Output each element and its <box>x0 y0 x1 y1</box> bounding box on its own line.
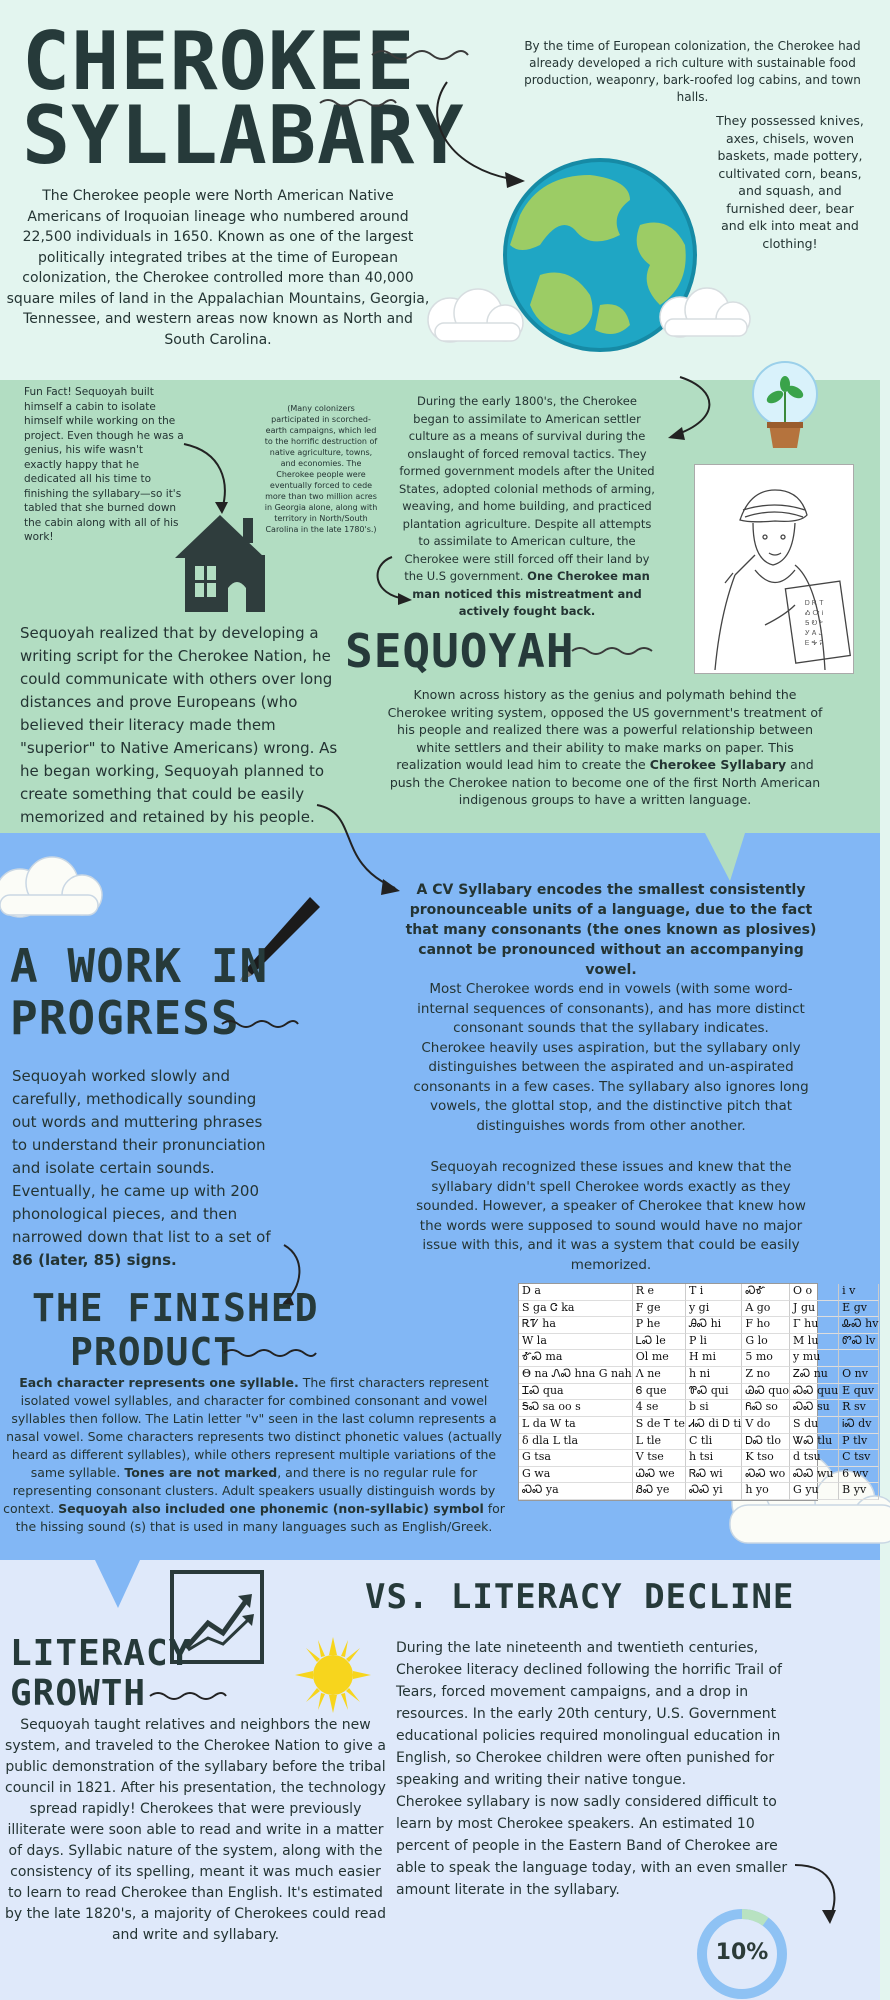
cv-text3: Sequoyah recognized these issues and knew that the syllabary didn't spell Cherokee words exactly as they sounded. However, a speaker of Cherokee that knew how the words were supposed to sound would have no major issue with this, and it was a system that could be easily memorized. <box>416 1159 806 1273</box>
syllabary-cell: ᏇᏍ we <box>633 1467 686 1484</box>
cv-text2: Cherokee heavily uses aspiration, but the syllabary only distinguishes between the aspirated and un-aspirated consonants in a few cases. The syllabary also ignores long vowels, the glottal stop, and the distinctive pitch that distinguishes words from other another. <box>413 1039 809 1134</box>
intro-section <box>0 0 880 380</box>
syllabary-cell: F ge <box>633 1301 686 1318</box>
syllabary-cell: Θ na ᏁᏍ hna G nah <box>519 1367 633 1384</box>
syllabary-cell: y gi <box>686 1301 742 1318</box>
squiggle-decoration <box>570 643 655 658</box>
syllabary-cell: ᎯᏍ hi <box>686 1317 742 1334</box>
finished-bold1: Each character represents one syllable. <box>19 1375 299 1390</box>
syllabary-cell: 4 se <box>633 1400 686 1417</box>
syllabary-cell: ᏈᏍ qui <box>686 1384 742 1401</box>
syllabary-cell: V do <box>742 1417 790 1434</box>
syllabary-cell: ᏔᏍ tlu <box>790 1434 839 1451</box>
syllabary-cell: ᏆᏍ qua <box>519 1384 633 1401</box>
syllabary-cell: W la <box>519 1334 633 1351</box>
intro-text: The Cherokee people were North American Native Americans of Iroquoian lineage who numbered around 22,500 individuals in 1650. Known as one of the largest politically integrated tribes at the time of European colonization, the Cherokee controlled more than 40,000 square miles of land in the Appalachian Mountains, Georgia, Tennessee, and western areas now known as North and South Carolina. <box>6 188 430 348</box>
syllabary-cell: G tsa <box>519 1450 633 1467</box>
sequoyah-title: SEQUOYAH <box>345 624 575 678</box>
syllabary-cell: R sv <box>839 1400 879 1417</box>
syllabary-cell: S ga Ꮳ ka <box>519 1301 633 1318</box>
syllabary-cell: Γ hu <box>790 1317 839 1334</box>
syllabary-cell: ᏗᏍ di Ꭰ ti <box>686 1417 742 1434</box>
work-bold: 86 (later, 85) signs. <box>12 1251 177 1269</box>
finished-bold3: Sequoyah also included one phonemic (non-syllabic) symbol <box>58 1501 484 1516</box>
syllabary-cell: ᎦᏍ sa oo s <box>519 1400 633 1417</box>
arrow-icon <box>182 442 232 517</box>
sun-icon <box>293 1635 373 1715</box>
syllabary-cell: D a <box>519 1284 633 1301</box>
colonization-text: By the time of European colonization, the Cherokee had already developed a rich culture with sustainable food production, weaponry, bark-roofed log cabins, and town halls. <box>524 39 861 104</box>
growth-title-line2: GROWTH <box>10 1673 147 1714</box>
syllabary-cell: ᎥᏍ dv <box>839 1417 879 1434</box>
finished-title-line1: THE FINISHED <box>32 1286 319 1330</box>
syllabary-cell: d tsu <box>790 1450 839 1467</box>
growth-text: Sequoyah taught relatives and neighbors the new system, and traveled to the Cherokee Nation to give a public demonstration of the syllabary before the tribal council in 1821. After his presentation, the technology spread rapidly! Cherokees that were previously illiterate were soon able to read and write in a matter of days. Syllabic nature of the system, along with the consistency of its spelling, meant it was much easier to learn to read Cherokee than English. It's estimated by the late 1820's, a majority of Cherokees could read and write and syllabary. <box>4 1717 386 1943</box>
syllabary-cell: ᏲᏍ so <box>742 1400 790 1417</box>
decline-text <box>396 1637 806 1901</box>
syllabary-cell: P he <box>633 1317 686 1334</box>
squiggle-decoration <box>148 1688 228 1703</box>
percent-label: 10% <box>715 1940 769 1965</box>
finished-body1: The first characters represent isolated vowel syllables, and character for combined consonant and vowel syllables then follow. The Latin letter "v" seen in the last column represents a nasal vowel. Some characters represents two distinct phonetic values (actually heard as different syllables), while others represent multiple variations of the same syllable. <box>6 1375 502 1480</box>
assimilation-bold: One Cherokee man man noticed this mistreatment and actively fought back. <box>412 569 650 618</box>
sequoyah-section <box>0 380 880 833</box>
syllabary-cell: L tle <box>633 1434 686 1451</box>
finished-bold2: Tones are not marked <box>124 1465 278 1480</box>
work-title-line1: A WORK IN <box>10 939 269 993</box>
squiggle-decoration <box>318 95 398 110</box>
syllabary-cell: ᏍᎹ <box>742 1284 790 1301</box>
cv-text1: Most Cherokee words end in vowels (with some word-internal sequences of consonants), and has more distinct consonant sounds that the syllabary indicates. <box>417 981 805 1036</box>
cv-bold: A CV Syllabary encodes the smallest consistently pronounceable units of a language, due to the fact that many consonants (the ones known as plosives) cannot be pronounced without an accompanying vowel. <box>405 882 817 978</box>
cv-syllabary-text <box>405 880 817 1275</box>
growth-title-line1: LITERACY <box>10 1633 192 1674</box>
syllabary-cell: V tse <box>633 1450 686 1467</box>
decline-title: VS. LITERACY DECLINE <box>365 1577 795 1617</box>
sequoyah-realized-text: Sequoyah realized that by developing a writing script for the Cherokee Nation, he could communicate with others over long distances and prove Europeans (who believed their literacy made them "superior" to Native Americans) wrong. As he began working, Sequoyah planned to create something that could be easily memorized and retained by his people. <box>20 624 338 826</box>
syllabary-cell: M lu <box>790 1334 839 1351</box>
syllabary-cell: ᏍᏍ wu <box>790 1467 839 1484</box>
syllabary-cell: h ni <box>686 1367 742 1384</box>
work-title-line2: PROGRESS <box>10 991 240 1045</box>
syllabary-table <box>518 1283 879 1501</box>
work-text <box>12 1065 280 1272</box>
syllabary-cell: T i <box>686 1284 742 1301</box>
svg-text:Ꭹ Ꭺ Ꭻ: Ꭹ Ꭺ Ꭻ <box>805 629 823 637</box>
syllabary-cell: E quv <box>839 1384 879 1401</box>
syllabary-cell: h tsi <box>686 1450 742 1467</box>
arrow-icon <box>790 1860 850 1930</box>
syllabary-cell: L da W ta <box>519 1417 633 1434</box>
cloud-icon <box>645 285 765 340</box>
sequoyah-intro-bold: Cherokee Syllabary <box>649 757 787 772</box>
syllabary-cell: G lo <box>742 1334 790 1351</box>
lightbulb-plant-icon <box>745 352 825 462</box>
svg-text:Ꭳ Ꭴ Ꭵ: Ꭳ Ꭴ Ꭵ <box>805 609 824 617</box>
syllabary-cell: ᏒᏍ wi <box>686 1467 742 1484</box>
syllabary-cell: C tsv <box>839 1450 879 1467</box>
sequoyah-intro-b: and push the Cherokee nation to become one of the first North American indigenous groups to have a written language. <box>389 757 821 807</box>
fun-fact-text: Fun Fact! Sequoyah built himself a cabin to isolate himself while working on the project. Even though he was a genius, his wife wasn't exactly happy that he dedicated all his time to finishing the syllabary—so it's tabled that she burned down the cabin along with all of his work! <box>24 386 184 543</box>
arrow-icon <box>660 375 740 445</box>
cloud-icon <box>0 853 120 923</box>
sequoyah-portrait <box>694 464 854 674</box>
syllabary-cell: ᏍᏍ su <box>790 1400 839 1417</box>
syllabary-cell: P li <box>686 1334 742 1351</box>
syllabary-cell: J gu <box>790 1301 839 1318</box>
syllabary-cell: S de Ꭲ te <box>633 1417 686 1434</box>
syllabary-cell: A go <box>742 1301 790 1318</box>
syllabary-cell: ᎲᏍ hv <box>839 1317 879 1334</box>
decline-text2: Cherokee syllabary is now sadly considered difficult to learn by most Cherokee speakers. An estimated 10 percent of people in the Eastern Band of Cherokee are able to speak the language today, with an even smaller amount literate in the syllabary. <box>396 1794 788 1898</box>
squiggle-decoration <box>222 1345 317 1360</box>
syllabary-cell: K tso <box>742 1450 790 1467</box>
syllabary-cell: 6 wv <box>839 1467 879 1484</box>
sequoyah-intro <box>385 686 825 809</box>
svg-text:Ꭰ Ꭱ Ꭲ: Ꭰ Ꭱ Ꭲ <box>805 599 824 607</box>
syllabary-cell: ᏍᏍ quu <box>790 1384 839 1401</box>
syllabary-cell: Z no <box>742 1367 790 1384</box>
syllabary-cell: ᎠᏍ tlo <box>742 1434 790 1451</box>
syllabary-cell: P tlv <box>839 1434 879 1451</box>
syllabary-cell: ᏍᏍ yi <box>686 1483 742 1500</box>
literacy-section <box>0 1560 880 2000</box>
assimilation-text <box>398 393 656 621</box>
syllabary-cell: F ho <box>742 1317 790 1334</box>
syllabary-cell: δ dla L tla <box>519 1434 633 1451</box>
syllabary-cell: G yu <box>790 1483 839 1500</box>
finished-body3: for the hissing sound (s) that is used in many languages such as English/Greek. <box>15 1501 505 1534</box>
syllabary-cell: ᏍᏍ wo <box>742 1467 790 1484</box>
syllabary-cell: ᏰᏍ ye <box>633 1483 686 1500</box>
decline-text1: During the late nineteenth and twentieth centuries, Cherokee literacy declined following the horrific Trail of Tears, forced movement campaigns, and a drop in resources. In the early 20th century, U.S. Government educational policies required monolingual education in English, so Cherokee children were often punished for speaking and writing their native tongue. <box>396 1640 782 1788</box>
syllabary-cell: ᏞᏍ le <box>633 1334 686 1351</box>
syllabary-cell: R e <box>633 1284 686 1301</box>
syllabary-cell: ᏍᏍ ya <box>519 1483 633 1500</box>
syllabary-cell: E gv <box>839 1301 879 1318</box>
possessions-text: They possessed knives, axes, chisels, woven baskets, made pottery, cultivated corn, beans, and squash, and furnished deer, bear and elk into meat and clothing! <box>716 113 864 251</box>
finished-body2: , and there is no regular rule for representing consonant clusters. Adult speakers usually distinguish words by context. <box>3 1465 496 1516</box>
syllabary-cell: O o <box>790 1284 839 1301</box>
house-icon <box>165 510 285 615</box>
syllabary-cell: y mu <box>790 1350 839 1367</box>
syllabary-cell: 5 mo <box>742 1350 790 1367</box>
syllabary-cell: S du <box>790 1417 839 1434</box>
syllabary-cell: i v <box>839 1284 879 1301</box>
syllabary-cell: Ol me <box>633 1350 686 1367</box>
squiggle-decoration <box>370 45 470 65</box>
syllabary-cell: ᎹᏍ ma <box>519 1350 633 1367</box>
arrow-icon <box>370 555 420 605</box>
svg-text:Ꭶ Ꭷ Ꭸ: Ꭶ Ꭷ Ꭸ <box>805 619 823 627</box>
syllabary-cell: C tli <box>686 1434 742 1451</box>
syllabary-cell: h yo <box>742 1483 790 1500</box>
syllabary-cell: O nv <box>839 1367 879 1384</box>
syllabary-cell: ᏃᏍ nu <box>790 1367 839 1384</box>
syllabary-cell: ᏊᏍ quo <box>742 1384 790 1401</box>
svg-text:Ꭼ Ꭽ Ꭾ: Ꭼ Ꭽ Ꭾ <box>805 639 823 647</box>
finished-text <box>2 1374 506 1536</box>
colonizers-note: (Many colonizers participated in scorched-earth campaigns, which led to the horrific destruction of native agriculture, towns, and economies. The Cherokee people were eventually forced to cede more than two million acres in Georgia alone, along with territory in North/South Carolina in the late 1780's.) <box>264 404 378 534</box>
finished-title-line2: PRODUCT <box>70 1330 238 1374</box>
syllabary-cell <box>839 1350 879 1367</box>
syllabary-cell: Ꮾ que <box>633 1384 686 1401</box>
syllabary-cell: ᏛᏍ lv <box>839 1334 879 1351</box>
assimilation-body: During the early 1800's, the Cherokee began to assimilate to American settler culture as a means of survival during the onslaught of forced removal tactics. They formed government models after the United States, adopted colonial methods of arming, weaving, and home building, and practiced plantation agriculture. Despite all attempts to assimilate to American culture, the Cherokee were still forced off their land by the U.S government. <box>399 394 655 583</box>
syllabary-cell: B yv <box>839 1483 879 1500</box>
squiggle-decoration <box>220 1016 300 1031</box>
sequoyah-intro-a: Known across history as the genius and polymath behind the Cherokee writing system, opposed the US government's treatment of his people and realized there was a powerful relationship between white settlers and their ability to make marks on paper. This realization would lead him to create the <box>387 687 823 772</box>
page-title-line1: CHEROKEE <box>22 15 416 108</box>
syllabary-cell: G wa <box>519 1467 633 1484</box>
syllabary-cell: b si <box>686 1400 742 1417</box>
cloud-icon <box>410 285 540 345</box>
section-divider <box>0 833 880 883</box>
syllabary-cell: ᎡᏤ ha <box>519 1317 633 1334</box>
syllabary-cell: Λ ne <box>633 1367 686 1384</box>
syllabary-cell: H mi <box>686 1350 742 1367</box>
work-body: Sequoyah worked slowly and carefully, methodically sounding out words and muttering phrases to understand their pronunciation and isolate certain sounds. Eventually, he came up with 200 phonological pieces, and then narrowed down that list to a set of <box>12 1067 271 1246</box>
page-title-line2: SYLLABARY <box>22 89 465 182</box>
